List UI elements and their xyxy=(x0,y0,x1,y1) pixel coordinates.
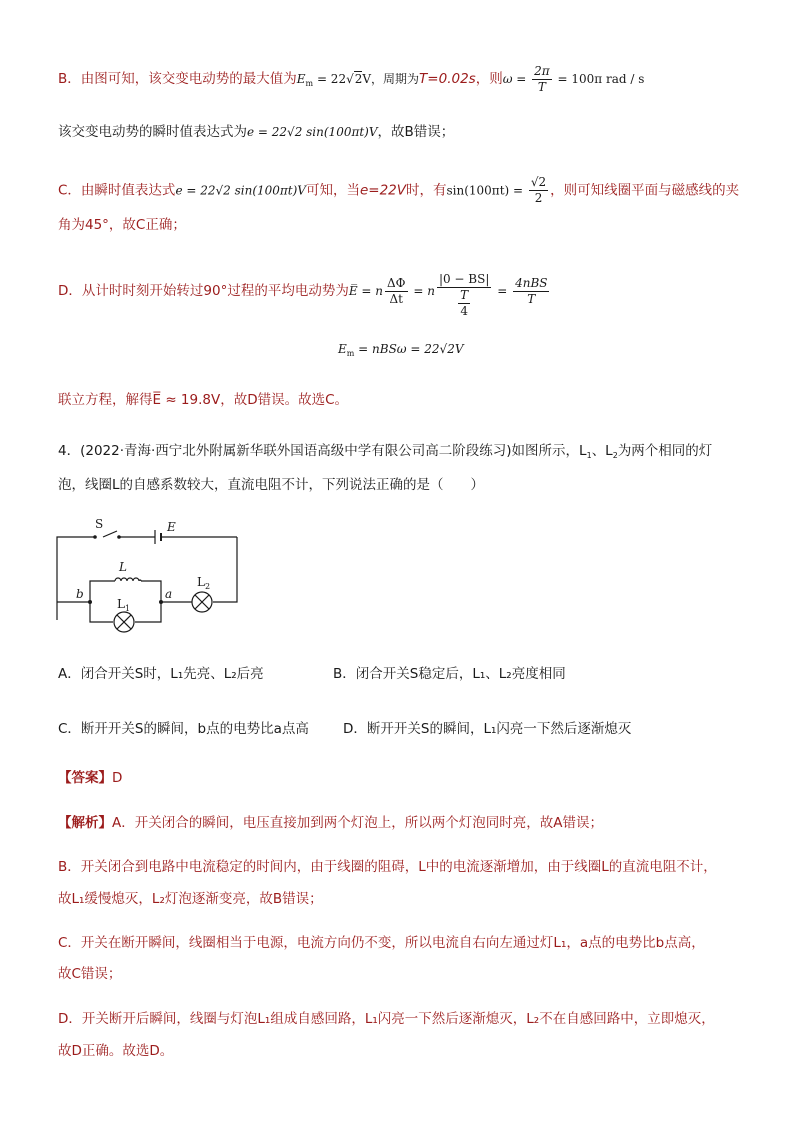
n-symbol: = n xyxy=(409,284,435,298)
option-c: C．断开开关S的瞬间，b点的电势比a点高 xyxy=(58,721,309,737)
result-numerator: 4nBS xyxy=(515,276,548,290)
analysis-a xyxy=(58,812,603,834)
solution-c-text4: ，则可知线圈平面与磁感线的夹 xyxy=(550,182,740,199)
ebar-symbol: E̅ = n xyxy=(348,284,383,298)
instantaneous-expression: e = 22√2 sin(100πt)V xyxy=(247,125,378,139)
solution-d-conclusion: 联立方程，解得E̅ ≈ 19.8V，故D错误。故选C。 xyxy=(58,392,349,408)
answer-label: 【答案】 xyxy=(58,770,112,786)
solution-b-then: ，则 xyxy=(475,71,503,87)
em-subscript: m xyxy=(346,349,355,358)
option-d: D．断开开关S的瞬间，L₁闪亮一下然后逐渐熄灭 xyxy=(343,721,632,737)
analysis-b1: B．开关闭合到电路中电流稳定的时间内，由于线圈的阻碍，L中的电流逐渐增加，由于线圈L的直流电阻不计， xyxy=(58,859,717,875)
answer-line xyxy=(58,767,122,789)
analysis-a-text: A．开关闭合的瞬间，电压直接加到两个灯泡上，所以两个灯泡同时亮，故A错误； xyxy=(112,815,603,831)
solution-c-sin: sin(100πt) = xyxy=(446,183,527,198)
omega-symbol: ω = xyxy=(502,72,531,86)
emax-eq: = 22 xyxy=(313,72,347,86)
solution-c-frac-num: √2 xyxy=(530,175,547,189)
omega-value: = 100π rad / s xyxy=(553,72,645,86)
question-text: 4．(2022·青海·西宁北外附属新华联外国语高级中学有限公司高二阶段练习)如图所示，L xyxy=(58,443,587,459)
bulb2-subscript: 2 xyxy=(205,582,211,591)
emax-radicand: 2 xyxy=(354,72,363,86)
solution-b-line2-end: ，故B错误； xyxy=(377,124,455,140)
emax-expression: $E_m = 22√2$ xyxy=(296,72,363,88)
solution-b-line2 xyxy=(58,121,454,143)
switch-label: S xyxy=(95,517,104,531)
circuit-diagram xyxy=(55,515,245,635)
analysis-c1: C．开关在断开瞬间，线圈相当于电源，电流方向仍不变，所以电流自右向左通过灯L₁，a点的电势比b点高， xyxy=(58,935,705,951)
switch-contact-left xyxy=(93,535,97,539)
analysis-c2: 故C错误； xyxy=(58,966,122,982)
question-text-end: 为两个相同的灯 xyxy=(617,443,713,459)
omega-denominator: T xyxy=(537,80,546,94)
solution-c-condition: e=22V xyxy=(359,182,406,199)
coil-inductor xyxy=(115,578,141,581)
solution-b-text: B．由图可知，该交变电动势的最大值为 xyxy=(58,71,297,87)
em-rest: = nBSω = 22√2V xyxy=(354,342,464,356)
emax-unit: V，周期为 xyxy=(362,72,420,86)
solution-b-line2-text: 该交变电动势的瞬时值表达式为 xyxy=(58,124,247,140)
period-value: T=0.02s xyxy=(419,71,476,87)
question-line1: 4．(2022·青海·西宁北外附属新华联外国语高级中学有限公司高二阶段练习)如图所示，$L_1$、$L_2$为两个相同的灯 xyxy=(58,443,713,460)
equals: = xyxy=(493,284,512,298)
analysis-label: 【解析】 xyxy=(58,815,112,831)
question-text-tail: 、L xyxy=(591,443,613,459)
solution-d-line1 xyxy=(58,272,551,319)
option-a: A．闭合开关S时，L₁先亮、L₂后亮 xyxy=(58,666,264,682)
flux-numerator: ΔΦ xyxy=(387,276,406,290)
solution-b-line1 xyxy=(58,64,644,95)
switch-blade xyxy=(103,531,117,537)
period-over-four-num: T xyxy=(460,288,469,302)
solution-c-expression: e = 22√2 sin(100πt)V xyxy=(175,183,306,198)
result-denominator: T xyxy=(527,292,536,306)
option-b: B．闭合开关S稳定后，L₁、L₂亮度相同 xyxy=(333,666,566,682)
node-a-dot xyxy=(159,600,163,604)
em-equation xyxy=(338,342,464,358)
em-symbol: E xyxy=(338,342,347,356)
bulb2-label: L xyxy=(197,575,205,589)
emax-symbol: E xyxy=(296,72,306,86)
analysis-d1: D．开关断开后瞬间，线圈与灯泡L₁组成自感回路，L₁闪亮一下然后逐渐熄灭，L₂不在自感回路中，立即熄灭， xyxy=(58,1011,715,1027)
abs-numerator: |0 − BS| xyxy=(438,272,490,286)
bulb1-label: L xyxy=(117,597,125,611)
battery-label: E xyxy=(167,520,176,534)
solution-c-line1 xyxy=(58,175,739,206)
analysis-b2: 故L₁缓慢熄灭，L₂灯泡逐渐变亮，故B错误； xyxy=(58,891,323,907)
emax-subscript: m xyxy=(305,79,314,88)
solution-c-text3: 时，有 xyxy=(406,182,447,199)
solution-c-text2: 可知，当 xyxy=(305,182,360,199)
solution-c-text1: C．由瞬时值表达式 xyxy=(58,182,176,199)
analysis-d2: 故D正确。故选D。 xyxy=(58,1043,174,1059)
question-line2: 泡，线圈L的自感系数较大，直流电阻不计，下列说法正确的是（ ） xyxy=(58,477,485,493)
node-b-label: b xyxy=(76,587,84,601)
solution-c-line2: 角为45°，故C正确； xyxy=(58,217,186,233)
bulb1-subscript: 1 xyxy=(125,604,131,613)
coil-label: L xyxy=(119,560,127,574)
answer-value: D xyxy=(112,770,123,786)
omega-numerator: 2π xyxy=(534,64,550,78)
period-over-four-den: 4 xyxy=(460,304,468,318)
switch-contact-right xyxy=(117,535,121,539)
solution-d-text1: D．从计时时刻开始转过90°过程的平均电动势为 xyxy=(58,283,349,299)
node-a-label: a xyxy=(165,587,173,601)
solution-c-frac-den: 2 xyxy=(534,191,543,205)
flux-denominator: Δt xyxy=(389,292,403,306)
node-b-dot xyxy=(88,600,92,604)
